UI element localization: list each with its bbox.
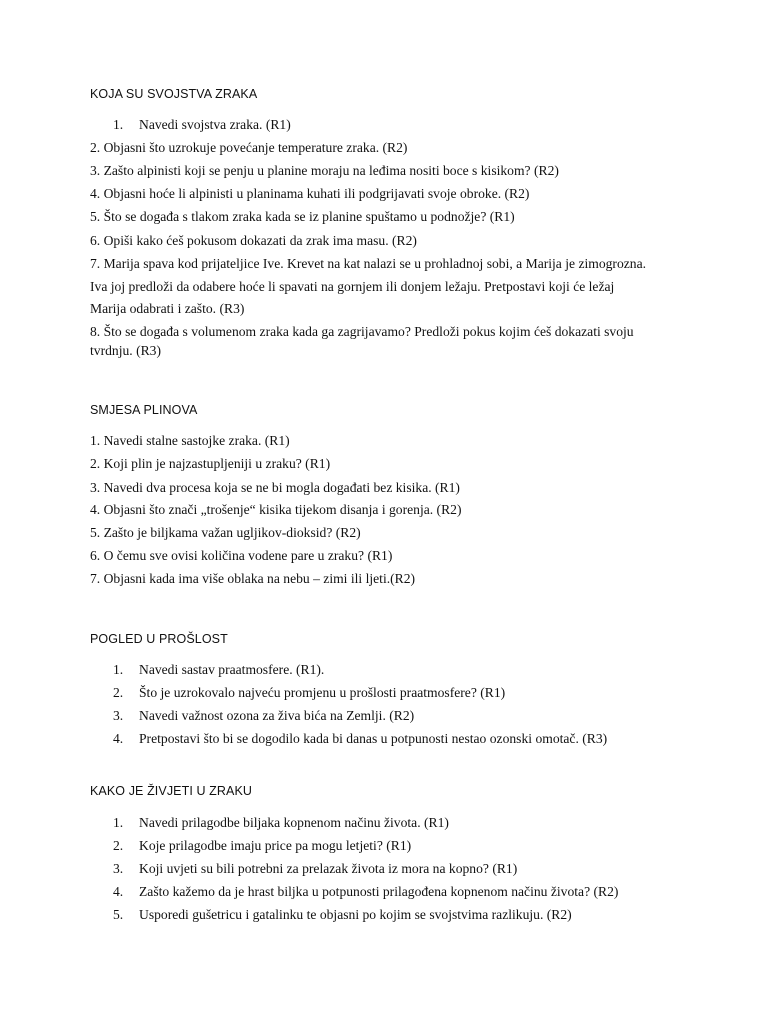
list-item: Usporedi gušetricu i gatalinku te objasni po kojim se svojstvima razlikuju. (R2)	[139, 907, 572, 922]
list-item: 5. Zašto je biljkama važan ugljikov-dioksid? (R2)	[90, 525, 361, 540]
list-item-continuation: Marija odabrati i zašto. (R3)	[90, 301, 245, 316]
list-item: 6. Opiši kako ćeš pokusom dokazati da zrak ima masu. (R2)	[90, 233, 417, 248]
list-item: Koje prilagodbe imaju price pa mogu letjeti? (R1)	[139, 838, 412, 853]
list-item: 2. Koji plin je najzastupljeniji u zraku? (R1)	[90, 456, 331, 471]
list-item: Zašto kažemo da je hrast biljka u potpunosti prilagođena kopnenom načinu života? (R2)	[139, 884, 619, 899]
list-item: 1. Navedi stalne sastojke zraka. (R1)	[90, 433, 290, 448]
list-item: Navedi prilagodbe biljaka kopnenom načinu života. (R1)	[139, 815, 449, 830]
list-item: 8. Što se događa s volumenom zraka kada ga zagrijavamo? Predloži pokus kojim ćeš dokazati svoju	[90, 324, 634, 339]
list-item: 4. Objasni hoće li alpinisti u planinama kuhati ili podgrijavati svoje obroke. (R2)	[90, 186, 530, 201]
list-item: Navedi važnost ozona za živa bića na Zemlji. (R2)	[139, 708, 415, 723]
list-item: 3. Zašto alpinisti koji se penju u planine moraju na leđima nositi boce s kisikom? (R2)	[90, 163, 559, 178]
item-number: 5.	[113, 907, 124, 922]
list-item-continuation: Iva joj predloži da odabere hoće li spavati na gornjem ili donjem ležaju. Pretpostavi koji će ležaj	[90, 279, 615, 294]
item-number: 3.	[113, 861, 124, 876]
item-number: 1.	[113, 662, 124, 677]
list-item: Navedi svojstva zraka. (R1)	[139, 117, 291, 132]
list-item: Što je uzrokovalo najveću promjenu u prošlosti praatmosfere? (R1)	[139, 685, 506, 700]
list-item: 2. Objasni što uzrokuje povećanje temperature zraka. (R2)	[90, 140, 408, 155]
list-item: 3. Navedi dva procesa koja se ne bi mogla događati bez kisika. (R1)	[90, 480, 460, 495]
item-number: 4.	[113, 884, 124, 899]
item-number: 1.	[113, 117, 124, 132]
list-item-continuation: tvrdnju. (R3)	[90, 343, 161, 358]
section-heading: POGLED U PROŠLOST	[90, 632, 228, 646]
list-item: Navedi sastav praatmosfere. (R1).	[139, 662, 325, 677]
item-number: 2.	[113, 685, 124, 700]
section-heading: SMJESA PLINOVA	[90, 403, 198, 417]
list-item: 7. Objasni kada ima više oblaka na nebu – zimi ili ljeti.(R2)	[90, 571, 416, 586]
list-item: 5. Što se događa s tlakom zraka kada se iz planine spuštamo u podnožje? (R1)	[90, 209, 515, 224]
section-heading: KAKO JE ŽIVJETI U ZRAKU	[90, 784, 253, 798]
item-number: 2.	[113, 838, 124, 853]
list-item: 7. Marija spava kod prijateljice Ive. Krevet na kat nalazi se u prohladnoj sobi, a Marija je zimogrozna.	[90, 256, 647, 271]
list-item: Koji uvjeti su bili potrebni za prelazak života iz mora na kopno? (R1)	[139, 861, 518, 876]
list-item: 4. Objasni što znači „trošenje“ kisika tijekom disanja i gorenja. (R2)	[90, 502, 462, 517]
item-number: 4.	[113, 731, 124, 746]
list-item: Pretpostavi što bi se dogodilo kada bi danas u potpunosti nestao ozonski omotač. (R3)	[139, 731, 608, 746]
list-item: 6. O čemu sve ovisi količina vodene pare u zraku? (R1)	[90, 548, 393, 563]
item-number: 3.	[113, 708, 124, 723]
item-number: 1.	[113, 815, 124, 830]
section-heading: KOJA SU SVOJSTVA ZRAKA	[90, 87, 258, 101]
